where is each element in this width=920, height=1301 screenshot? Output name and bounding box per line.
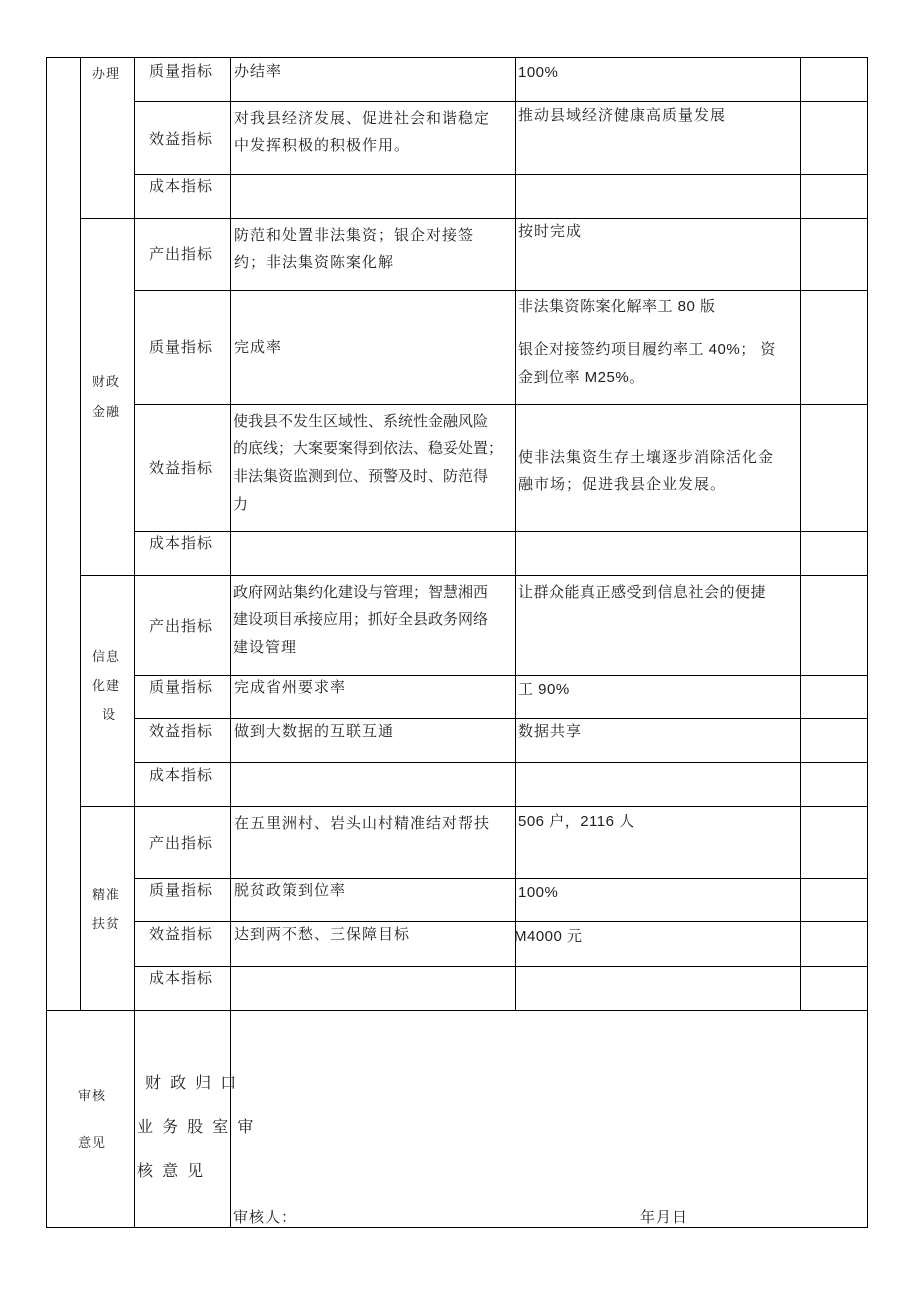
indicator-type: 效益指标 [149,459,214,477]
section-label-caizheng-1: 财政 [92,375,121,390]
section-label-xinxihua-2: 化建 [92,679,121,694]
indicator-content: 完成省州要求率 [234,678,347,696]
row-divider [134,762,868,763]
indicator-content: 脱贫政策到位率 [234,881,347,899]
indicator-type: 质量指标 [149,881,214,899]
table-border-right [867,57,868,1228]
table-border-bottom [46,1227,868,1228]
indicator-content: 达到两不愁、三保障目标 [234,925,411,943]
table-border-top [46,57,868,58]
indicator-target: 按时完成 [518,222,583,240]
section-label-caizheng-2: 金融 [92,405,121,420]
row-divider [80,806,868,807]
indicator-target: 100% [518,884,559,901]
row-divider [80,575,868,576]
col-divider [515,57,516,1011]
indicator-target: 融市场；促进我县企业发展。 [518,475,727,493]
indicator-content: 对我县经济发展、促进社会和谐稳定 [234,109,491,127]
indicator-type: 质量指标 [149,338,214,356]
indicator-type: 质量指标 [149,678,214,696]
indicator-content: 约；非法集资陈案化解 [234,253,395,271]
review-date-label: 年月日 [640,1208,689,1226]
section-label-xinxihua-3: 设 [102,708,117,723]
indicator-content: 非法集资监测到位、预警及时、防范得 [233,467,489,485]
indicator-content: 的底线；大案要案得到依法、稳妥处置； [233,439,504,457]
indicator-content: 在五里洲村、岩头山村精准结对帮扶 [234,814,491,832]
indicator-type: 成本指标 [149,534,214,552]
row-divider [134,404,868,405]
review-dept-label: 财 政 归 口 [145,1073,239,1092]
indicator-type: 成本指标 [149,177,214,195]
indicator-target: 推动县域经济健康高质量发展 [518,106,727,124]
col-divider [230,57,231,1228]
review-dept-label: 核 意 见 [137,1161,206,1180]
indicator-target: 让群众能真正感受到信息社会的便捷 [518,583,767,601]
section-label-xinxihua-1: 信息 [92,650,121,665]
row-divider [134,966,868,967]
indicator-content: 防范和处置非法集资；银企对接签 [234,226,475,244]
indicator-target: 数据共享 [518,722,583,740]
indicator-content: 建设管理 [233,638,298,656]
row-divider [80,218,868,219]
col-divider [80,57,81,1011]
review-label-2: 意见 [78,1136,107,1151]
indicator-content: 政府网站集约化建设与管理；智慧湘西 [233,583,489,601]
review-dept-label: 业 务 股 室 审 [137,1117,256,1136]
row-divider [46,1010,868,1011]
review-label-1: 审核 [78,1089,107,1104]
row-divider [134,290,868,291]
indicator-target: 使非法集资生存土壤逐步消除活化金 [518,448,775,466]
row-divider [134,174,868,175]
indicator-type: 成本指标 [149,969,214,987]
col-divider [134,57,135,1228]
indicator-target: 工 90% [518,681,570,698]
table-border-left [46,57,47,1228]
indicator-content: 力 [233,495,250,513]
indicator-target: 金到位率 M25%。 [518,369,645,386]
indicator-target: 非法集资陈案化解率工 80 版 [518,298,716,315]
section-label-jingzhun-1: 精准 [92,888,121,903]
indicator-type: 效益指标 [149,925,214,943]
indicator-target: 银企对接签约项目履约率工 40%； 资 [518,341,776,358]
indicator-content: 完成率 [234,338,283,356]
indicator-content: 做到大数据的互联互通 [234,722,395,740]
section-label-banli: 办理 [92,67,121,82]
indicator-type: 效益指标 [149,722,214,740]
row-divider [134,531,868,532]
row-divider [134,101,868,102]
indicator-content: 中发挥积极的积极作用。 [234,136,411,154]
indicator-type: 效益指标 [149,130,214,148]
indicator-content: 办结率 [234,62,283,80]
indicator-target: 100% [518,64,559,81]
reviewer-label: 审核人： [233,1208,298,1226]
indicator-target: 506 户，2116 人 [518,813,635,830]
indicator-type: 产出指标 [149,245,214,263]
indicator-content: 使我县不发生区域性、系统性金融风险 [233,412,489,430]
section-label-jingzhun-2: 扶贫 [92,917,121,932]
indicator-type: 产出指标 [149,834,214,852]
indicator-type: 成本指标 [149,766,214,784]
indicator-content: 建设项目承接应用；抓好全县政务网络 [233,610,489,628]
indicator-type: 产出指标 [149,617,214,635]
col-divider [800,57,801,1011]
indicator-target: M4000 元 [514,928,583,945]
indicator-type: 质量指标 [149,62,214,80]
